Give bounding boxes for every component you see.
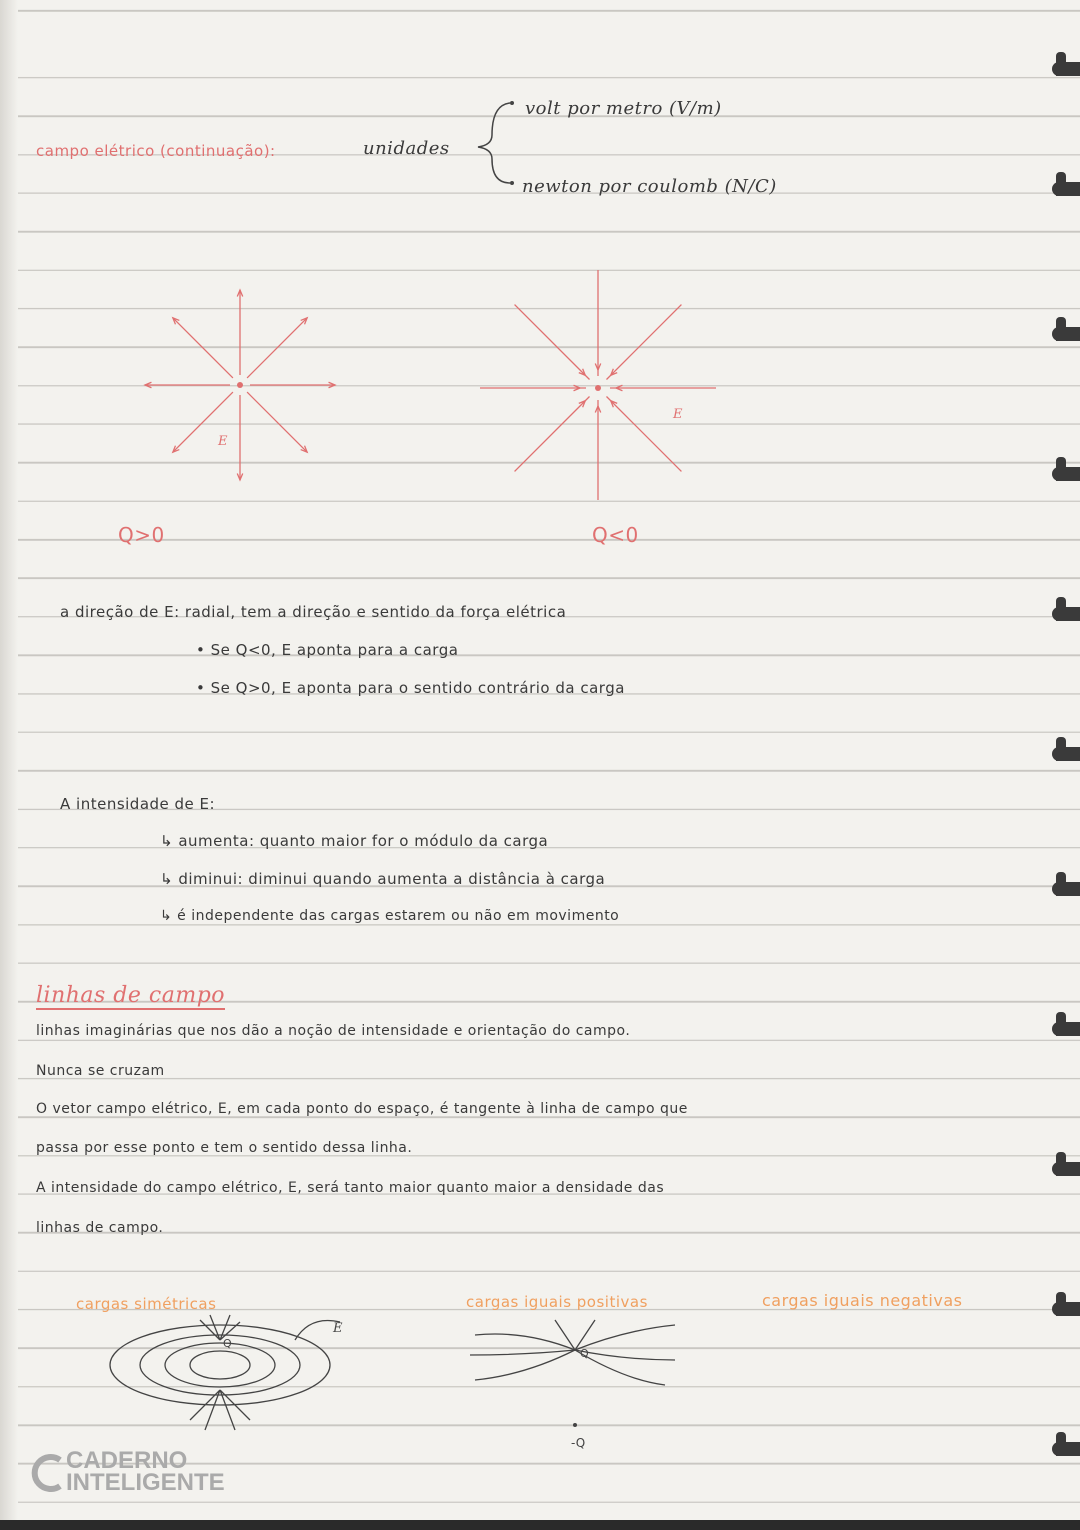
negative-charge-dot — [595, 385, 601, 391]
symmetric-charges-label: cargas simétricas — [76, 1295, 217, 1313]
binder-ring-icon — [1038, 1430, 1080, 1456]
unit-newton-per-coulomb: newton por coulomb (N/C) — [522, 176, 777, 197]
field-lines-tangent-2: passa por esse ponto e tem o sentido dessa linha. — [36, 1140, 413, 1156]
binder-ring-icon — [1038, 50, 1080, 76]
positive-charge-field-diagram — [130, 285, 360, 485]
symmetric-charges-field-lines — [95, 1310, 395, 1450]
intensity-item-decrease: ↳ diminui: diminui quando aumenta a distância à carga — [160, 870, 606, 888]
binder-ring-icon — [1038, 455, 1080, 481]
binder-ring-icon — [1038, 170, 1080, 196]
page-title: campo elétrico (continuação): — [36, 142, 276, 160]
intensity-heading: A intensidade de E: — [60, 795, 216, 813]
intensity-item-increase: ↳ aumenta: quanto maior for o módulo da carga — [160, 832, 549, 850]
positive-charge-q: Q — [580, 1347, 589, 1360]
negative-e-vector-label: E — [673, 407, 683, 422]
binder-ring-icon — [1038, 1150, 1080, 1176]
symmetric-charge-q: Q — [223, 1337, 232, 1350]
direction-text: a direção de E: radial, tem a direção e sentido da força elétrica — [60, 603, 567, 621]
negative-field-line — [515, 396, 590, 471]
field-lines-definition: linhas imaginárias que nos dão a noção de intensidade e orientação do campo. — [36, 1023, 631, 1039]
negative-field-line — [515, 305, 590, 380]
symmetric-e-label: E — [333, 1321, 343, 1336]
field-lines-heading: linhas de campo — [36, 983, 226, 1008]
logo-line-1: CADERNO — [66, 1447, 188, 1474]
binder-ring-icon — [1038, 1010, 1080, 1036]
page-bottom-edge — [0, 1520, 1080, 1530]
caderno-inteligente-logo — [30, 1447, 225, 1496]
positive-field-line — [247, 392, 307, 452]
negative-field-line — [606, 396, 681, 471]
equal-negative-charges-label: cargas iguais negativas — [762, 1291, 963, 1310]
negative-charge-q: -Q — [571, 1436, 586, 1450]
binder-ring-icon — [1038, 315, 1080, 341]
equal-positive-charges-label: cargas iguais positivas — [466, 1293, 648, 1311]
negative-field-line — [606, 305, 681, 380]
field-lines-tangent-1: O vetor campo elétrico, E, em cada ponto do espaço, é tangente à linha de campo que — [36, 1101, 688, 1117]
equal-positive-charges-field-lines — [465, 1305, 685, 1455]
binder-ring-icon — [1038, 870, 1080, 896]
negative-charge-field-diagram — [450, 250, 750, 500]
page-margin-shadow — [0, 0, 18, 1530]
positive-field-line — [173, 318, 233, 378]
positive-e-vector-label: E — [218, 434, 228, 449]
logo-c-icon — [30, 1452, 64, 1492]
positive-field-line — [247, 318, 307, 378]
intensity-item-independent: ↳ é independente das cargas estarem ou não em movimento — [160, 908, 620, 924]
positive-charge-dot — [237, 382, 243, 388]
field-lines-never-cross: Nunca se cruzam — [36, 1063, 165, 1079]
unit-volt-per-meter: volt por metro (V/m) — [525, 98, 722, 119]
brace-icon — [470, 95, 520, 190]
binder-ring-icon — [1038, 1290, 1080, 1316]
negative-charge-label: Q<0 — [592, 523, 639, 547]
direction-bullet-negative: • Se Q<0, E aponta para a carga — [196, 641, 459, 659]
field-lines-density-2: linhas de campo. — [36, 1220, 164, 1236]
binder-ring-icon — [1038, 735, 1080, 761]
binder-ring-icon — [1038, 595, 1080, 621]
positive-charge-label: Q>0 — [118, 523, 165, 547]
field-lines-density-1: A intensidade do campo elétrico, E, será tanto maior quanto maior a densidade das — [36, 1180, 665, 1196]
units-label: unidades — [363, 138, 450, 159]
direction-bullet-positive: • Se Q>0, E aponta para o sentido contrário da carga — [196, 679, 625, 697]
logo-line-2: INTELIGENTE — [66, 1469, 225, 1496]
